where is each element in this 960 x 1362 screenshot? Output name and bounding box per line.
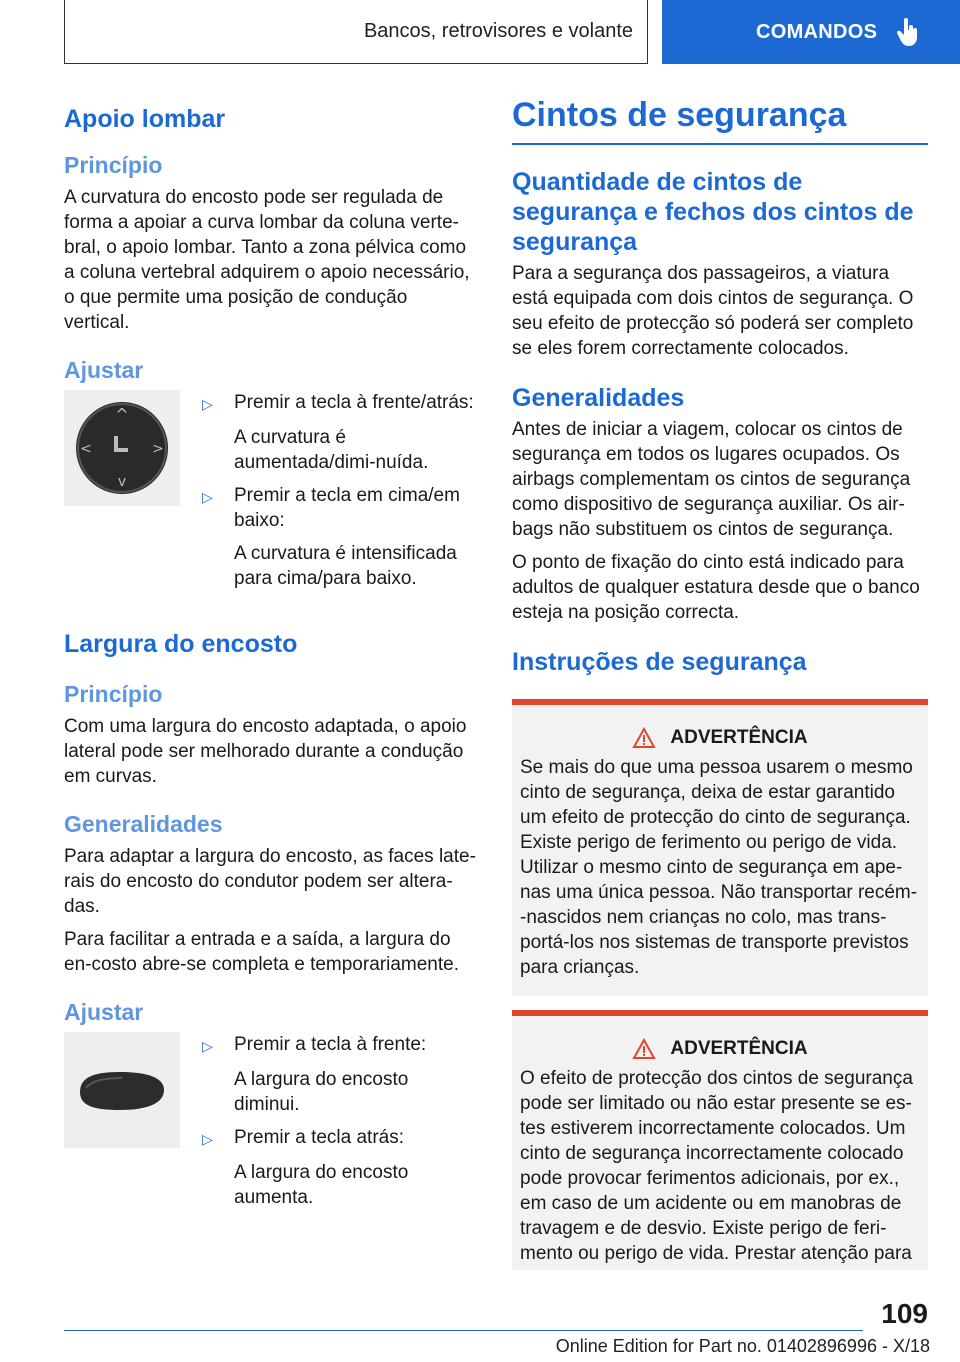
adjust-block [64,1032,478,1218]
list-item [202,483,478,533]
bullet-triangle-icon: ▷ [202,396,213,412]
list-item-result [202,1067,478,1117]
list-item-result [202,425,478,475]
item-action: Premir a tecla à frente: [234,1034,427,1055]
warning-triangle-icon [632,727,656,749]
adjust-block [64,390,478,599]
section-title-instrucoes: Instruções de segurança [512,648,807,676]
paragraph: A curvatura do encosto pode ser regulada de forma a apoiar a curva lombar da coluna verte-bral, o apoio lombar. Tanto a zona pélvica como a coluna vertebral adquirem o apoio necessário, o que permite uma posição de condução vertical. [64,187,470,333]
paragraph: O ponto de fixação do cinto está indicado para adultos de qualquer estatura desde que o banco esteja na posição correcta. [512,552,920,623]
page-number: 109 [881,1298,928,1329]
list-item [202,1032,478,1059]
paragraph: Para facilitar a entrada e a saída, a largura do en-costo abre-se completa e temporariamente. [64,929,459,975]
width-control-image [64,1032,180,1148]
paragraph: Com uma largura do encosto adaptada, o apoio lateral pode ser melhorado durante a condução em curvas. [64,716,467,787]
item-action: Premir a tecla em cima/em baixo: [234,485,460,531]
svg-text:^: ^ [115,405,129,424]
chapter-title: COMANDOS [756,20,878,43]
paragraph: Para a segurança dos passageiros, a viatura está equipada com dois cintos de segurança. O seu efeito de protecção só poderá ser completo se eles forem correctamente colocados. [512,263,914,359]
item-result: A curvatura é intensificada para cima/para baixo. [234,543,457,589]
warning-box [512,1010,928,1270]
warning-title: ADVERTÊNCIA [520,727,920,749]
paragraph: Antes de iniciar a viagem, colocar os cintos de segurança em todos os lugares ocupados. Os airbags complementam os cintos de segurança como dispositivo de segurança auxiliar. Os air-bags não substituem os cintos de segurança. [512,419,911,540]
subheading-principio: Princípio [64,152,163,178]
lumbar-control-image [64,390,180,506]
warning-text: O efeito de protecção dos cintos de segurança pode ser limitado ou não estar presente se es-tes estiverem incorrectamente colocados. Um cinto de segurança incorrectamente colocado pode provocar ferimentos adicionais, por ex., em caso de um acidente ou em manobras de travagem e de desvio. Existe perigo de feri-mento ou perigo de vida. Prestar atenção para [520,1068,913,1264]
warning-title: ADVERTÊNCIA [520,1038,920,1060]
list-item [202,390,478,417]
warning-text: Se mais do que uma pessoa usarem o mesmo cinto de segurança, deixa de estar garantido um efeito de protecção do cinto de segurança. Existe perigo de ferimento ou perigo de vida. Utilizar o mesmo cinto de segurança em ape-nas uma única pessoa. Não transportar recém--nascidos nem crianças no colo, mas trans-portá-los nos sistemas de transporte previstos para crianças. [520,757,918,978]
chapter-tab[interactable] [662,0,960,64]
section-title-quantidade: Quantidade de cintos de segurança e fechos dos cintos de segurança [512,168,914,256]
section-title-generalidades: Generalidades [512,384,685,412]
footer-edition: Online Edition for Part no. 01402896996 - X/18 [555,1336,930,1356]
svg-text:>: > [152,441,164,457]
section-title-apoio-lombar: Apoio lombar [64,105,226,133]
item-result: A largura do encosto diminui. [234,1069,409,1115]
item-action: Premir a tecla à frente/atrás: [234,392,474,413]
chapter-heading-cintos: Cintos de segurança [512,96,928,145]
backrest-width-switch-icon [64,1032,180,1148]
svg-text:v: v [117,474,127,490]
bullet-triangle-icon: ▷ [202,1131,213,1147]
bullet-triangle-icon: ▷ [202,1038,213,1054]
subheading-ajustar: Ajustar [64,999,144,1025]
adjust-list [202,390,478,599]
left-column [64,96,478,1218]
paragraph: Para adaptar a largura do encosto, as faces late-rais do encosto do condutor podem ser altera-das. [64,846,476,917]
bullet-triangle-icon: ▷ [202,489,213,505]
running-header [64,0,648,64]
adjust-list [202,1032,478,1218]
warning-triangle-icon [632,1038,656,1060]
hand-pointer-icon [897,18,919,46]
footer-divider [64,1330,863,1331]
list-item [202,1125,478,1152]
lumbar-switch-icon [64,390,180,506]
item-result: A curvatura é aumentada/dimi-nuída. [234,427,429,473]
item-action: Premir a tecla atrás: [234,1127,404,1148]
item-result: A largura do encosto aumenta. [234,1162,409,1208]
subheading-principio: Princípio [64,681,163,707]
subheading-ajustar: Ajustar [64,357,144,383]
section-title-largura: Largura do encosto [64,630,298,658]
svg-text:<: < [80,441,92,457]
list-item-result [202,541,478,591]
section-title: Bancos, retrovisores e volante [363,20,633,42]
right-column [512,96,928,1270]
subheading-generalidades: Generalidades [64,811,223,837]
list-item-result [202,1160,478,1210]
warning-box [512,699,928,996]
